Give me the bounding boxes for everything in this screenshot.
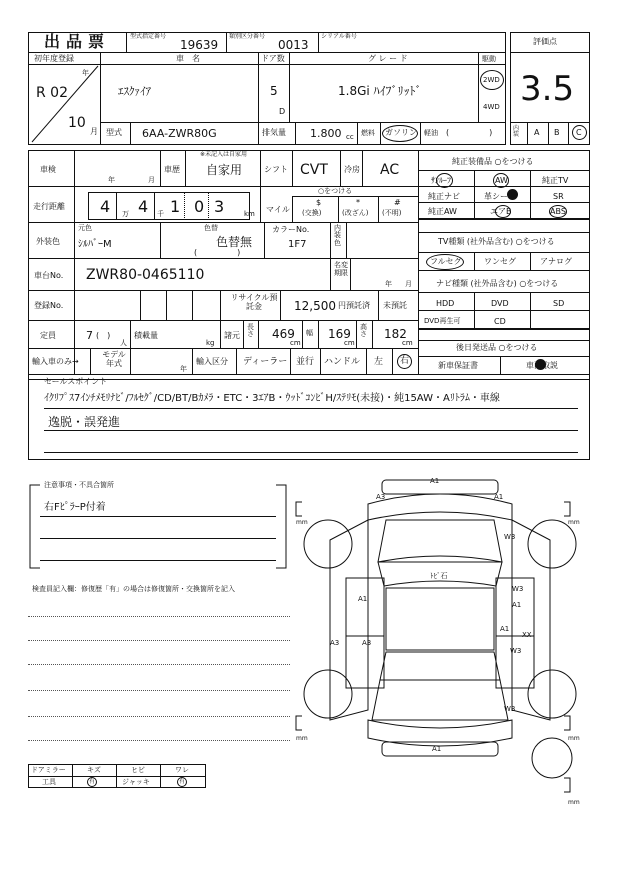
- load-kg: kg: [206, 339, 215, 347]
- mileage-man: 万: [122, 210, 129, 218]
- load-label: 積載量: [134, 331, 158, 340]
- name-change-year: 年: [385, 280, 392, 288]
- grade: 1.8Gi ﾊｲﾌﾞﾘｯﾄﾞ: [338, 84, 422, 98]
- month-suffix: 月: [90, 127, 98, 136]
- history-label: 車歴: [164, 165, 180, 174]
- chassis-no: ZWR80-0465110: [86, 267, 205, 283]
- dvd: DVD: [491, 299, 509, 308]
- abs: ABS: [550, 207, 566, 216]
- import-parallel: 並行: [296, 357, 315, 367]
- drive-label: 駆動: [482, 55, 496, 63]
- name-change-label: 名変期限: [334, 261, 348, 277]
- sd: SD: [553, 299, 565, 308]
- fuel-light-oil: 軽油: [424, 129, 438, 137]
- interior-b: B: [554, 128, 560, 137]
- dimension-label: 諸元: [224, 331, 240, 340]
- unknown: (不明): [382, 209, 402, 217]
- exchange-sym: $: [316, 198, 322, 207]
- year-suffix: 年: [82, 69, 89, 77]
- mm-front-left: mm: [296, 519, 308, 526]
- inspector-label: 検査員記入欄：修復歴「有」の場合は修復箇所・交換箇所を記入: [32, 585, 235, 593]
- recycle-unit: 円預託済: [338, 301, 370, 310]
- dvd-play: DVD再生可: [424, 317, 461, 325]
- mark-left-a3-b: A3: [362, 639, 372, 647]
- tools-header-3: ヒビ: [131, 766, 145, 774]
- attach-note: ○をつける: [318, 187, 353, 195]
- mark-rear-w3: W3: [504, 705, 516, 713]
- recycle-not: 未預託: [383, 301, 407, 310]
- fuel-gasoline: ガソリン: [385, 128, 417, 137]
- tv-header: TV種類 (社外品含む) ○をつける: [438, 237, 555, 246]
- reg-no-label: 登録No.: [34, 301, 64, 310]
- mark-right-w3-b: W3: [510, 647, 522, 655]
- paint-paren: ( ): [194, 248, 241, 257]
- jack-label: ジャッキ: [122, 778, 150, 786]
- warranty: 新車保証書: [438, 361, 478, 370]
- mile-label: マイル: [266, 205, 290, 214]
- mileage-digit-2: 4: [138, 197, 149, 216]
- tool-label: 工具: [42, 778, 56, 786]
- model-label: 型式: [106, 128, 122, 137]
- later-header: 後日発送品 ○をつける: [456, 343, 538, 352]
- type-no: 19639: [180, 38, 219, 52]
- paint: 色替無: [216, 235, 253, 249]
- cd: CD: [494, 317, 506, 326]
- mark-right-a1-b: A1: [500, 625, 510, 633]
- mark-glass-stone: ﾄﾋﾞ石: [430, 572, 448, 580]
- mileage-digit-3: 1: [170, 197, 181, 216]
- length-label: 長さ: [247, 323, 254, 338]
- name-change-month: 月: [405, 280, 412, 288]
- score-value: 3.5: [520, 69, 575, 109]
- class-no-label: 類別区分番号: [229, 33, 266, 40]
- color-no-label: カラーNo.: [272, 225, 310, 234]
- car-name: ｴｽｸｧｲｱ: [118, 85, 151, 98]
- tool-value: 有: [89, 778, 96, 785]
- mark-front-right: A1: [494, 493, 504, 501]
- mark-right-xx: XX: [522, 631, 532, 639]
- model-year-suffix: 年: [180, 365, 187, 373]
- color-label: 外装色: [36, 237, 60, 246]
- mark-windshield: W3: [504, 533, 516, 541]
- caution-bracket: [28, 481, 288, 570]
- sales-line-2: 逸脱・誤発進: [48, 415, 121, 429]
- mark-rear-a1: A1: [432, 745, 442, 753]
- mm-rear-left: mm: [296, 735, 308, 742]
- orig-color: ｼﾙﾊﾞｰM: [78, 239, 112, 250]
- handle-left: 左: [374, 357, 384, 367]
- tamper: (改ざん): [342, 209, 369, 217]
- interior-c: C: [576, 128, 582, 137]
- mileage-sen: 千: [157, 210, 164, 218]
- caution-text: 右FﾋﾟﾗｰP付着: [44, 502, 106, 513]
- page-title: 出品票: [44, 32, 111, 51]
- mileage-box: [88, 192, 250, 220]
- caution-label: 注意事項・不具合箇所: [44, 481, 114, 489]
- sales-line-1: ｲｸﾘﾌﾟｽ7ｲﾝﾁﾒﾓﾘﾅﾋﾞ/ﾌﾙｾｸﾞ/CD/BT/Bｶﾒﾗ・ETC・3ｴｱB・ｳｯﾄﾞｺﾝﾋﾞH/ｽﾃﾘﾓ(未接)・純15AW・Aﾘﾄﾗﾑ・車線: [44, 393, 500, 404]
- chassis-label: 車台No.: [34, 271, 64, 280]
- interior-color-label: 内装色: [334, 224, 341, 247]
- handle-label: ハンドル: [324, 357, 361, 367]
- fuel-label: 燃料: [361, 129, 375, 137]
- mileage-digit-5: 3: [214, 197, 225, 216]
- mileage-digit-1: 4: [100, 197, 111, 216]
- first-reg-year: R 02: [36, 85, 68, 101]
- fuel-other: ( ): [446, 128, 493, 137]
- mark-roof-front: A1: [430, 477, 440, 485]
- inspection-month: 月: [148, 176, 155, 184]
- interior-a: A: [534, 128, 540, 137]
- displacement: 1.800: [310, 127, 342, 140]
- serial-label: シリアル番号: [321, 33, 357, 40]
- interior-label: 内装: [513, 125, 520, 138]
- ac: AC: [380, 162, 400, 178]
- persons-unit: 人: [120, 339, 127, 347]
- score-label: 評価点: [533, 37, 557, 46]
- leather: 革シート: [484, 192, 516, 201]
- analog: アナログ: [540, 257, 572, 266]
- aw: AW: [495, 176, 508, 185]
- import-dealer: ディーラー: [243, 357, 288, 367]
- door-count: 5: [270, 84, 278, 98]
- navi-header: ナビ種類 (社外品含む) ○をつける: [436, 279, 559, 288]
- sr: SR: [553, 192, 564, 201]
- ac-label: 冷房: [344, 165, 360, 174]
- height: 182: [384, 327, 407, 341]
- mark-left-side: A1: [358, 595, 368, 603]
- mark-front-left: A3: [376, 493, 386, 501]
- mark-right-w3-a: W3: [512, 585, 524, 593]
- first-reg-month: 10: [68, 115, 86, 131]
- drive-4wd: 4WD: [483, 103, 500, 111]
- orig-color-label: 元色: [78, 224, 92, 232]
- recycle-label: リサイクル預託金: [230, 293, 278, 311]
- class-no: 0013: [278, 38, 309, 52]
- mm-front-right: mm: [568, 519, 580, 526]
- paint-label: 色替: [204, 224, 218, 232]
- genuine-tv: 純正TV: [542, 176, 569, 185]
- model-code: 6AA-ZWR80G: [142, 127, 217, 140]
- mark-left-a3-a: A3: [330, 639, 340, 647]
- tools-header-4: ワレ: [175, 766, 189, 774]
- mm-rear-right: mm: [568, 735, 580, 742]
- mm-spare: mm: [568, 799, 580, 806]
- genuine-header: 純正装備品 ○をつける: [452, 157, 534, 166]
- width-label: 幅: [306, 329, 313, 337]
- recycle-amount: 12,500: [294, 299, 336, 313]
- exchange: (交換): [302, 209, 322, 217]
- width: 169: [328, 327, 351, 341]
- cc-unit: cc: [346, 133, 354, 141]
- length-cm: cm: [290, 339, 301, 347]
- genuine-aw: 純正AW: [428, 207, 457, 216]
- genuine-navi: 純正ナビ: [428, 192, 460, 201]
- shift-label: シフト: [264, 165, 288, 174]
- inspection-label: 車検: [40, 165, 56, 174]
- color-no: 1F7: [288, 239, 307, 250]
- handle-right: 右: [400, 356, 410, 366]
- first-reg-label: 初年度登録: [34, 54, 74, 63]
- grade-label: グ レ ー ド: [368, 54, 408, 63]
- car-name-label: 車 名: [176, 54, 200, 63]
- model-year-label: モデル年式: [102, 350, 126, 368]
- tamper-sym: *: [356, 198, 360, 207]
- capacity-label: 定員: [40, 331, 56, 340]
- mileage-label: 走行距離: [33, 202, 65, 211]
- fullseg: フルセグ: [430, 257, 462, 266]
- oneseg: ワンセグ: [484, 257, 516, 266]
- sunroof: ｻﾝﾙｰﾌ: [431, 176, 451, 185]
- mileage-km: km: [244, 210, 255, 218]
- inspection-year: 年: [108, 176, 115, 184]
- jack-value: 有: [179, 778, 186, 785]
- unknown-sym: #: [394, 198, 401, 207]
- door-label: ドア数: [261, 54, 285, 63]
- capacity-paren: ( ): [96, 331, 111, 340]
- history: 自家用: [206, 163, 243, 177]
- airbag: エアB: [490, 207, 512, 216]
- hdd: HDD: [436, 299, 455, 308]
- sales-label: セールスポイント: [44, 377, 108, 386]
- displacement-label: 排気量: [262, 128, 286, 137]
- height-label: 高さ: [360, 323, 367, 338]
- type-no-label: 型式指定番号: [130, 33, 167, 40]
- mileage-digit-4: 0: [194, 197, 205, 216]
- width-cm: cm: [344, 339, 355, 347]
- shift: CVT: [300, 162, 328, 178]
- length: 469: [272, 327, 295, 341]
- import-only: 輸入車のみ→: [32, 357, 79, 366]
- history-note: ※未記入は自家用: [200, 151, 248, 158]
- import-class-label: 輸入区分: [196, 357, 228, 366]
- manual: 車両取説: [526, 361, 558, 370]
- tools-header-1: ドアミラー: [31, 766, 66, 774]
- capacity: 7: [86, 329, 93, 342]
- mark-right-a1-a: A1: [512, 601, 522, 609]
- height-cm: cm: [402, 339, 413, 347]
- door-type: D: [279, 107, 286, 116]
- tools-header-2: キズ: [87, 766, 101, 774]
- drive-2wd: 2WD: [483, 76, 500, 84]
